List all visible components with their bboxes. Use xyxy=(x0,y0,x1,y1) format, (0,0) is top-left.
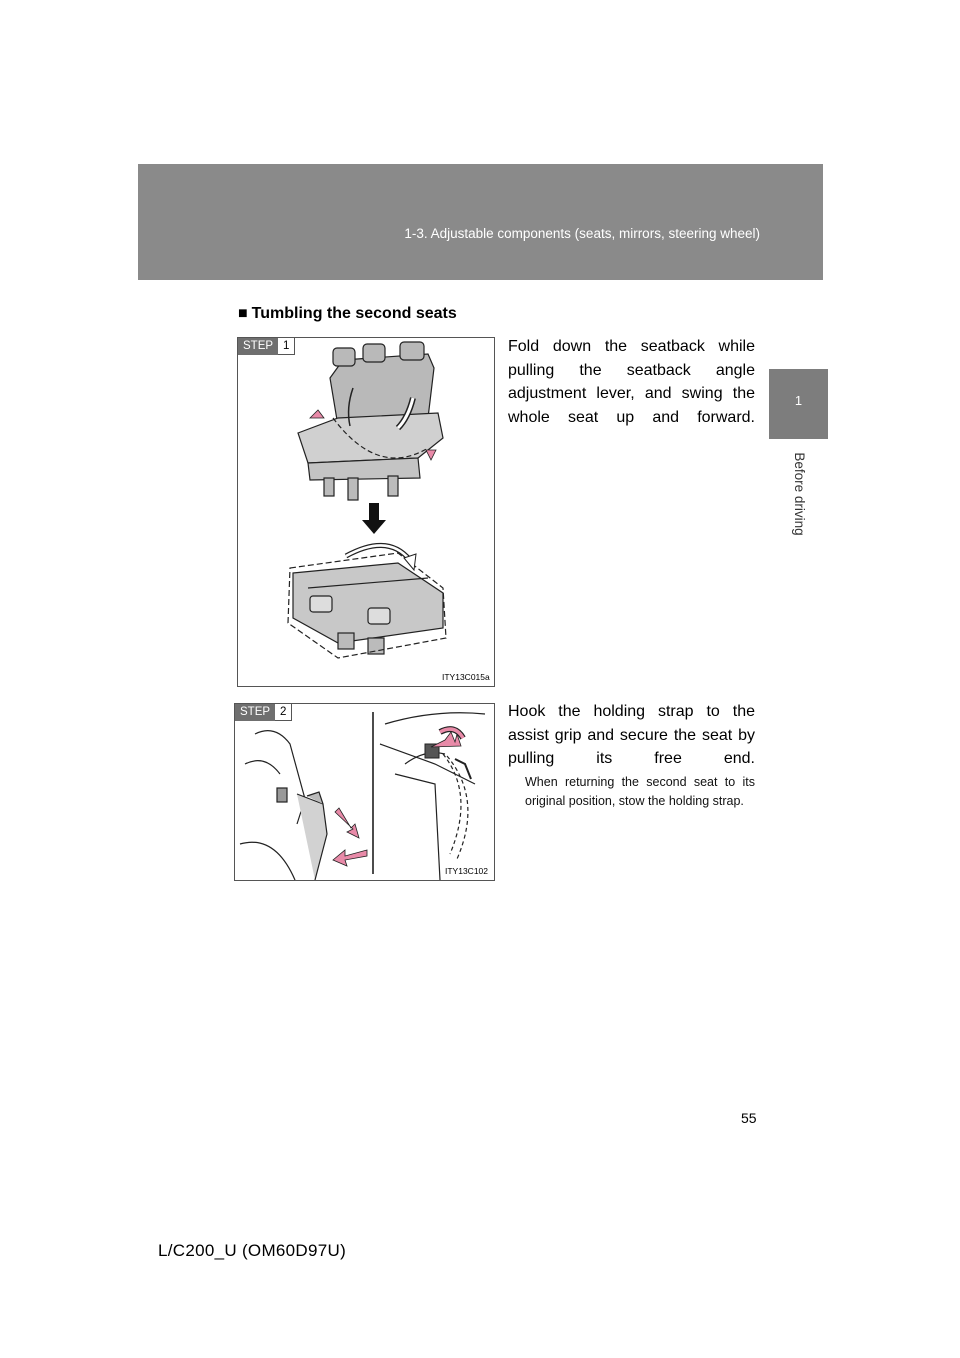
chapter-number: 1 xyxy=(794,393,803,408)
step-label: STEP xyxy=(238,338,278,355)
chapter-tab xyxy=(769,369,828,439)
step-label: STEP xyxy=(235,704,275,721)
step1-illustration xyxy=(237,337,495,687)
strap-illustration xyxy=(235,704,494,880)
figure-code: ITY13C102 xyxy=(445,866,488,876)
step-number: 2 xyxy=(275,704,292,721)
seat-fold-illustration xyxy=(238,338,494,686)
step-badge xyxy=(238,338,295,355)
step2-instruction: Hook the holding strap to the assist grip and secure the seat by pulling its free end. xyxy=(508,703,755,767)
step1-instruction: Fold down the seatback while pulling the seatback angle adjustment lever, and swing the whole seat up and forward. xyxy=(508,338,755,426)
step2-note: When returning the second seat to its original position, stow the holding strap. xyxy=(525,775,755,808)
page-number: 55 xyxy=(741,1110,757,1126)
header-band xyxy=(138,164,823,280)
chapter-title: Before driving xyxy=(792,452,807,536)
model-code: L/C200_U (OM60D97U) xyxy=(158,1241,347,1260)
section-header-title: 1-3. Adjustable components (seats, mirrors, steering wheel) xyxy=(404,226,760,241)
step2-illustration xyxy=(234,703,495,881)
section-marker: ■ xyxy=(238,305,248,322)
step-number: 1 xyxy=(278,338,295,355)
section-title-text: Tumbling the second seats xyxy=(251,305,457,322)
figure-code: ITY13C015a xyxy=(442,672,490,682)
section-title xyxy=(238,305,457,323)
step-badge xyxy=(235,704,292,721)
